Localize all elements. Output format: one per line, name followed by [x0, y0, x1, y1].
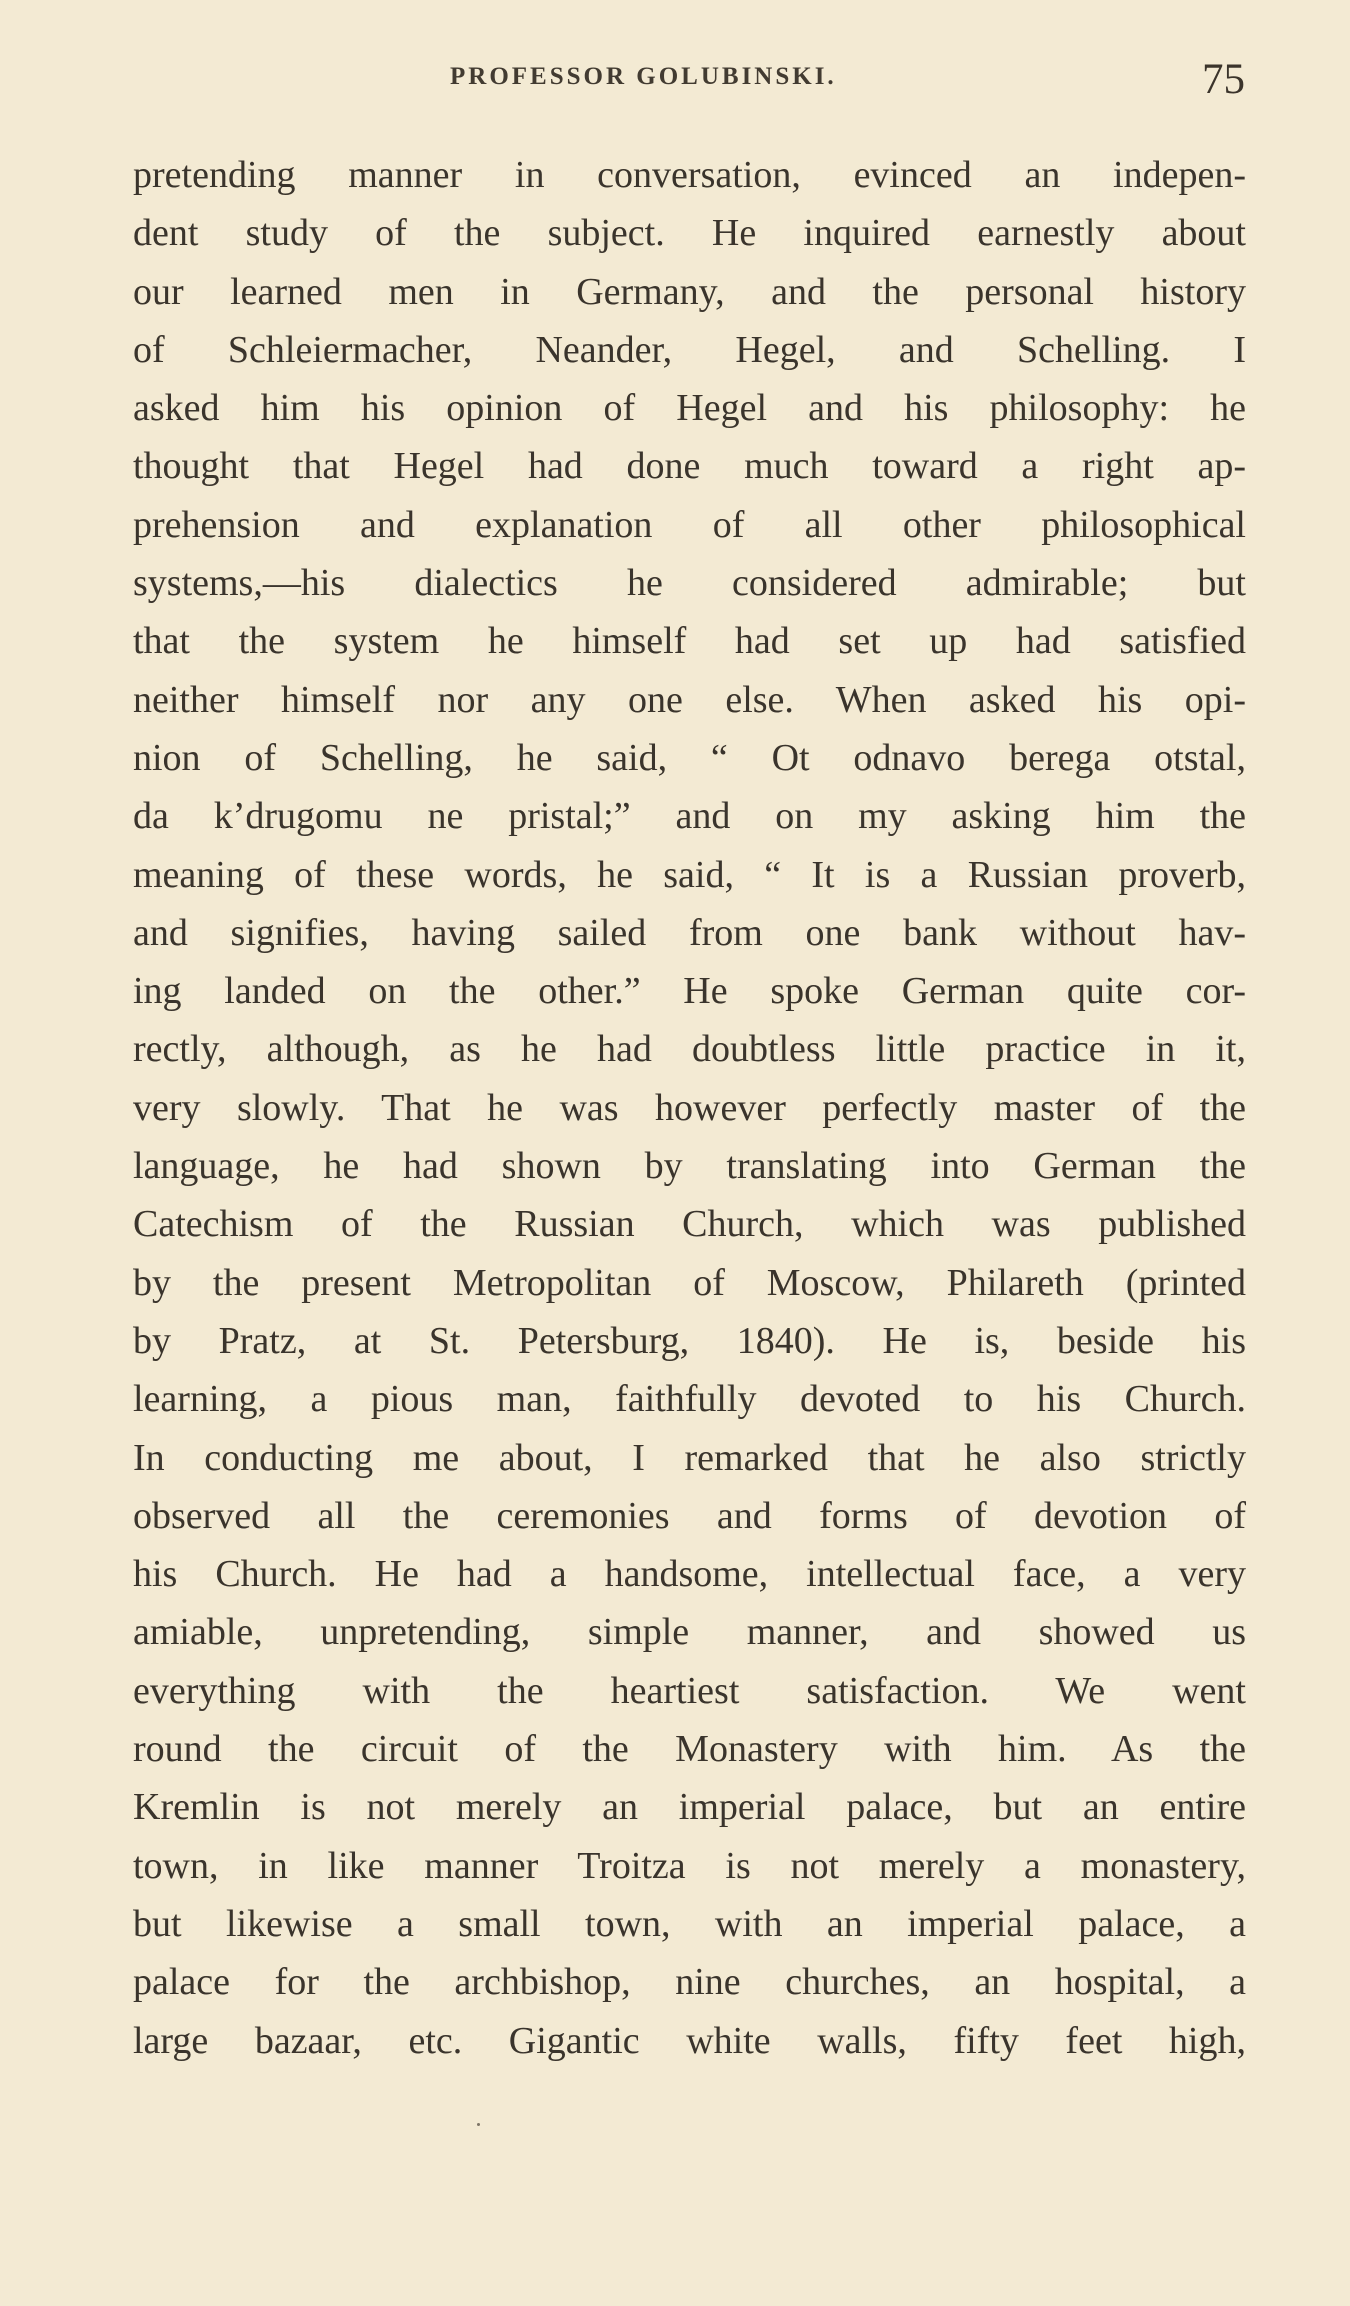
text-line: neither himself nor any one else. When asked his opi- [133, 678, 1246, 721]
text-line: language, he had shown by translating into German the [133, 1145, 1246, 1188]
text-line: learning, a pious man, faithfully devoted to his Church. [133, 1378, 1246, 1421]
text-line: but likewise a small town, with an imperial palace, a [133, 1902, 1246, 1945]
text-line: round the circuit of the Monastery with him. As the [133, 1728, 1246, 1771]
text-line: of Schleiermacher, Neander, Hegel, and Schelling. I [133, 328, 1246, 371]
text-line: In conducting me about, I remarked that he also strictly [133, 1436, 1246, 1479]
text-line: very slowly. That he was however perfectly master of the [133, 1086, 1246, 1129]
text-line: rectly, although, as he had doubtless little practice in it, [133, 1028, 1246, 1071]
text-line: by Pratz, at St. Petersburg, 1840). He is, beside his [133, 1319, 1246, 1362]
text-line: amiable, unpretending, simple manner, and showed us [133, 1611, 1246, 1654]
body-text [133, 146, 1246, 2070]
page-number: 75 [1202, 56, 1245, 103]
text-line: meaning of these words, he said, “ It is a Russian proverb, [133, 853, 1246, 896]
text-line: asked him his opinion of Hegel and his philosophy: he [133, 387, 1246, 430]
text-line: everything with the heartiest satisfaction. We went [133, 1669, 1246, 1712]
text-line: palace for the archbishop, nine churches, an hospital, a [133, 1961, 1246, 2004]
text-line: Kremlin is not merely an imperial palace, but an entire [133, 1786, 1246, 1829]
text-line: ing landed on the other.” He spoke German quite cor- [133, 970, 1246, 1013]
running-head [130, 55, 1245, 105]
text-line: his Church. He had a handsome, intellectual face, a very [133, 1553, 1246, 1596]
text-line: town, in like manner Troitza is not merely a monastery, [133, 1844, 1246, 1887]
text-line: Catechism of the Russian Church, which was published [133, 1203, 1246, 1246]
text-line: large bazaar, etc. Gigantic white walls, fifty feet high, [133, 2019, 1246, 2062]
text-line: thought that Hegel had done much toward a right ap- [133, 445, 1246, 488]
text-line: systems,—his dialectics he considered admirable; but [133, 562, 1246, 605]
text-line: nion of Schelling, he said, “ Ot odnavo berega otstal, [133, 736, 1246, 779]
paper-speck [477, 2123, 480, 2126]
text-line: prehension and explanation of all other philosophical [133, 503, 1246, 546]
text-line: dent study of the subject. He inquired earnestly about [133, 212, 1246, 255]
text-line: observed all the ceremonies and forms of devotion of [133, 1494, 1246, 1537]
running-title: PROFESSOR GOLUBINSKI. [450, 63, 837, 90]
text-line: that the system he himself had set up had satisfied [133, 620, 1246, 663]
text-line: by the present Metropolitan of Moscow, Philareth (printed [133, 1261, 1246, 1304]
text-line: da k’drugomu ne pristal;” and on my asking him the [133, 795, 1246, 838]
text-line: and signifies, having sailed from one bank without hav- [133, 911, 1246, 954]
text-line: pretending manner in conversation, evinced an indepen- [133, 154, 1246, 196]
text-line: our learned men in Germany, and the personal history [133, 270, 1246, 313]
